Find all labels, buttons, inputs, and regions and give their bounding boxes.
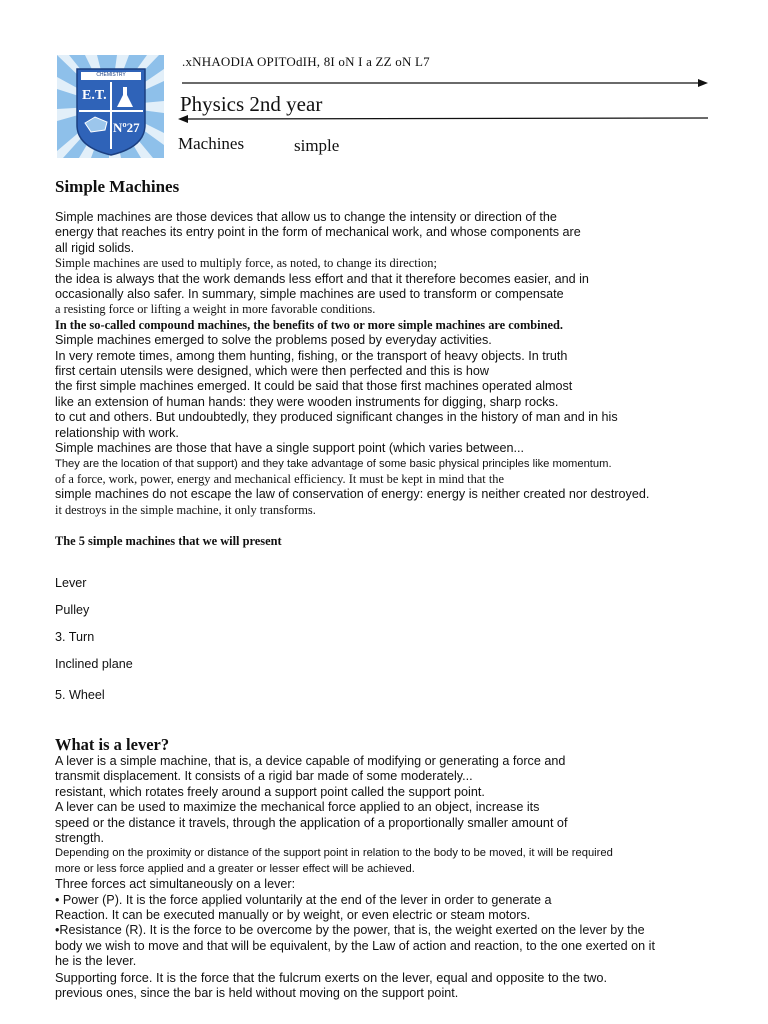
paragraph-line: like an extension of human hands: they were wooden instruments for digging, sharp rocks. (55, 394, 559, 409)
paragraph-line: strength. (55, 831, 105, 846)
paragraph-line: Simple machines emerged to solve the problems posed by everyday activities. (55, 333, 492, 348)
paragraph-line: the first simple machines emerged. It could be said that those first machines operated almost (55, 379, 573, 394)
paragraph-line: Simple machines are those devices that allow us to change the intensity or direction of the (55, 210, 557, 224)
simple-machines-paragraph (55, 210, 745, 518)
header-subtitle-left: Machines (178, 134, 245, 153)
crest-top-text: CHEMISTRY (96, 72, 126, 78)
paragraph-line: Simple machines are those that have a single support point (which varies between... (55, 441, 525, 456)
paragraph-line: relationship with work. (55, 425, 179, 440)
paragraph-line: •Resistance (R). It is the force to be overcome by the power, that is, the weight exerted on the lever by the (55, 923, 645, 938)
paragraph-line: Simple machines are used to multiply force, as noted, to change its direction; (55, 256, 437, 271)
paragraph-line: all rigid solids. (55, 240, 135, 255)
header-code-line: .xNHAODIA OPITOdIH, 8I oN I a ZZ oN L7 (182, 54, 430, 69)
paragraph-line: a resisting force or lifting a weight in more favorable conditions. (55, 302, 376, 317)
paragraph-line: energy that reaches its entry point in the form of mechanical work, and whose components are (55, 225, 581, 240)
paragraph-line: the idea is always that the work demands less effort and that it therefore becomes easier, and in (55, 271, 589, 286)
arrow-right-icon (182, 78, 708, 88)
paragraph-line: simple machines do not escape the law of conservation of energy: energy is neither created nor destroyed. (55, 487, 650, 502)
paragraph-line: A lever is a simple machine, that is, a device capable of modifying or generating a force and (55, 754, 566, 768)
paragraph-line: resistant, which rotates freely around a support point called the support point. (55, 784, 485, 799)
paragraph-line: speed or the distance it travels, through the application of a proportionally smaller amount of (55, 815, 568, 830)
section-title-lever: What is a lever? (55, 735, 170, 754)
crest-left-text: E.T. (82, 88, 107, 103)
paragraph-line: Three forces act simultaneously on a lever: (55, 877, 296, 892)
paragraph-line: transmit displacement. It consists of a rigid bar made of some moderately... (55, 769, 473, 784)
header-subtitle-right: simple (294, 136, 340, 155)
paragraph-line: • Power (P). It is the force applied voluntarily at the end of the lever in order to generate a (55, 892, 552, 907)
paragraph-line: previous ones, since the bar is held without moving on the support point. (55, 985, 459, 1000)
machine-list-item: 5. Wheel (55, 688, 105, 702)
paragraph-line: A lever can be used to maximize the mechanical force applied to an object, increase its (55, 800, 540, 815)
machine-list-item: 3. Turn (55, 630, 95, 644)
paragraph-line: he is the lever. (55, 954, 137, 969)
paragraph-line: to cut and others. But undoubtedly, they produced significant changes in the history of man and in his (55, 410, 618, 425)
paragraph-line: first certain utensils were designed, which were then perfected and this is how (55, 364, 490, 379)
machine-list-item: Pulley (55, 603, 90, 617)
paragraph-line: occasionally also safer. In summary, simple machines are used to transform or compensate (55, 287, 564, 302)
arrow-left-icon (178, 114, 708, 124)
paragraph-line: more or less force applied and a greater or lesser effect will be achieved. (55, 862, 415, 875)
paragraph-line: Depending on the proximity or distance of the support point in relation to the body to be moved, it will be required (55, 847, 613, 860)
paragraph-line: In very remote times, among them hunting, fishing, or the transport of heavy objects. In truth (55, 348, 568, 363)
crest-right-text: Nº27 (113, 120, 140, 135)
school-crest-logo (57, 55, 164, 158)
paragraph-line: it destroys in the simple machine, it only transforms. (55, 502, 316, 517)
paragraph-line: of a force, work, power, energy and mechanical efficiency. It must be kept in mind that the (55, 471, 504, 486)
paragraph-line: They are the location of that support) and they take advantage of some basic physical principles like momentum. (55, 457, 612, 470)
machine-list-item: Lever (55, 576, 87, 590)
paragraph-line: body we wish to move and that will be equivalent, by the Law of action and reaction, to the one exerted on it (55, 938, 655, 953)
lever-paragraph (55, 754, 755, 1001)
header-title: Physics 2nd year (180, 92, 323, 116)
machine-list-item: Inclined plane (55, 657, 133, 671)
five-machines-title: The 5 simple machines that we will present (55, 534, 282, 548)
section-title-simple-machines: Simple Machines (55, 177, 180, 196)
paragraph-line: Reaction. It can be executed manually or by weight, or even electric or steam motors. (55, 908, 531, 923)
paragraph-line: Supporting force. It is the force that the fulcrum exerts on the lever, equal and opposite to the two. (55, 969, 608, 985)
paragraph-line-bold: In the so-called compound machines, the benefits of two or more simple machines are combined. (55, 317, 563, 332)
